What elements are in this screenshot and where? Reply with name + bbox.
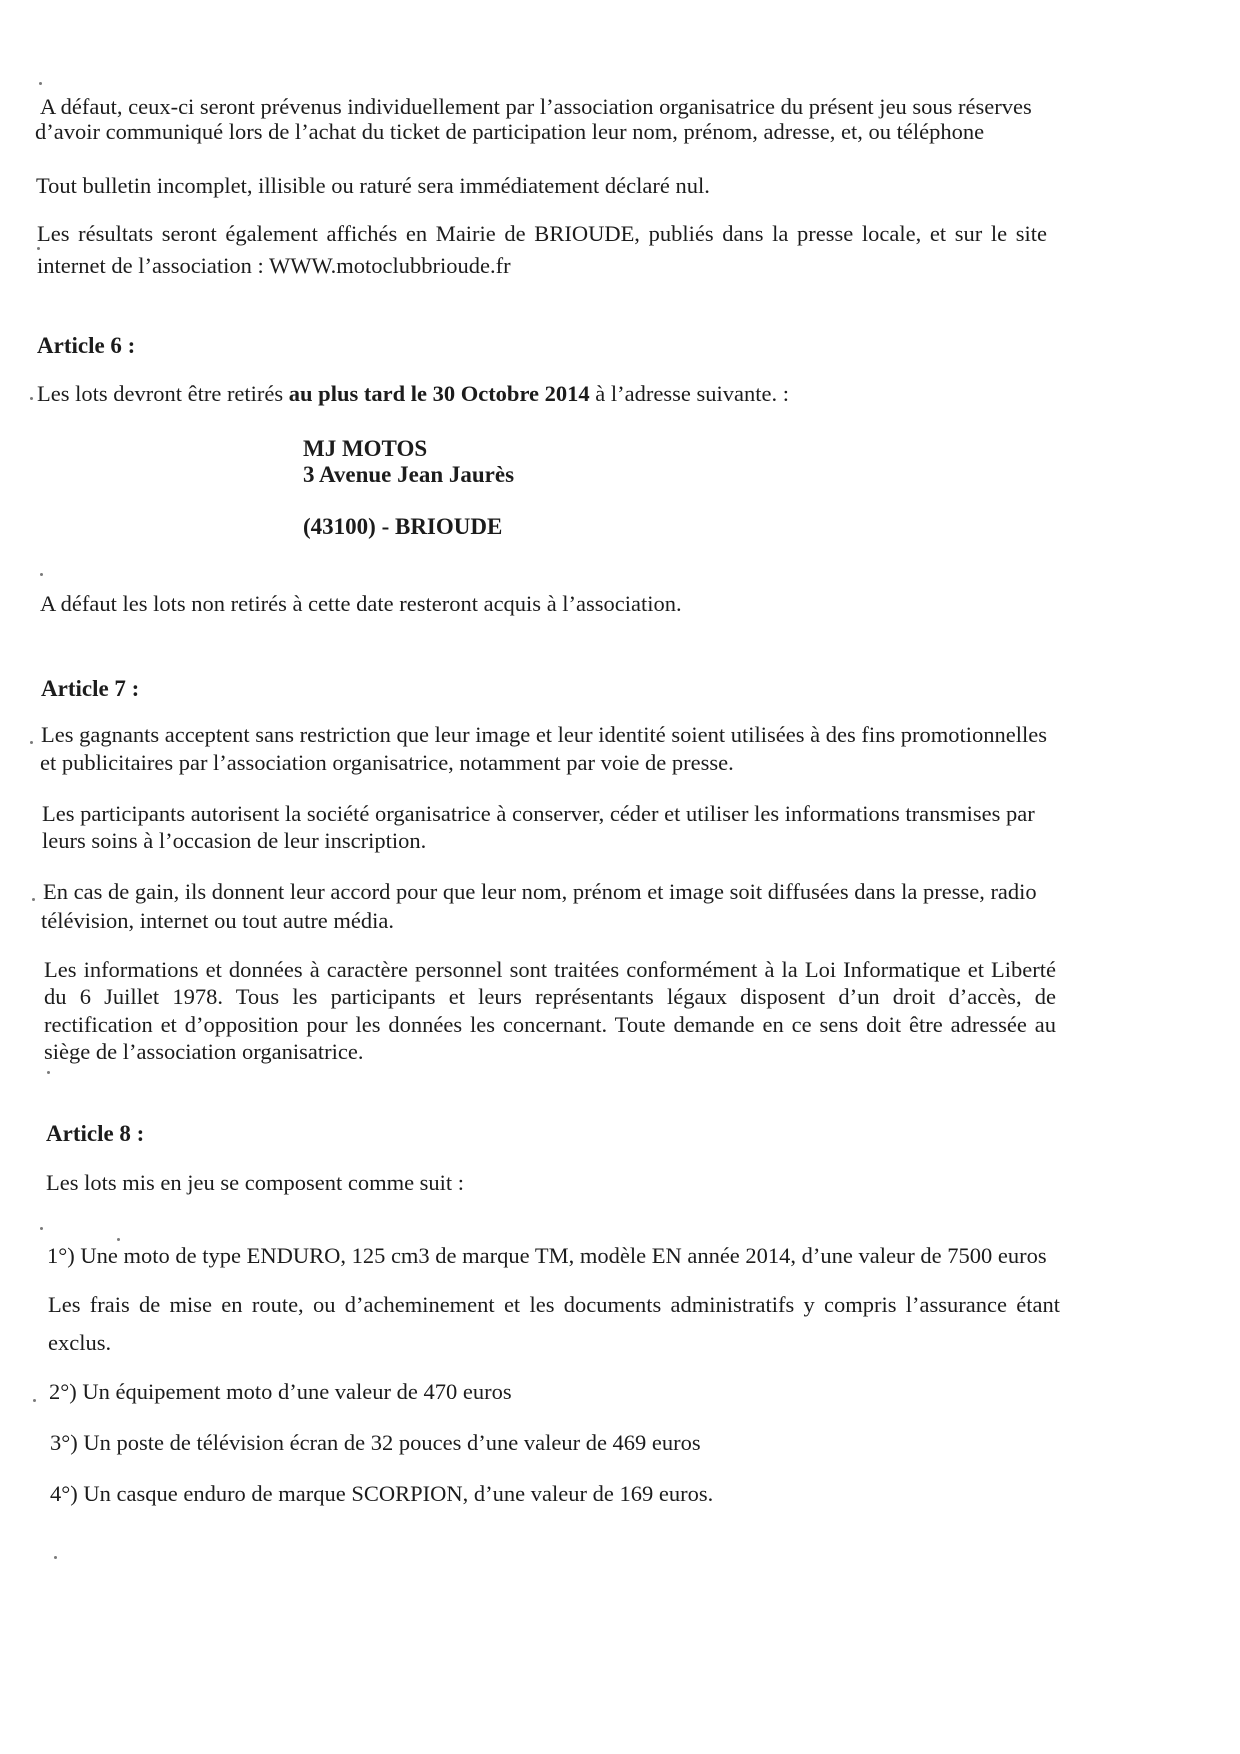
lot-1: 1°) Une moto de type ENDURO, 125 cm3 de marque TM, modèle EN année 2014, d’une valeur de 7500 euros bbox=[47, 1243, 1047, 1268]
pickup-text-before: Les lots devront être retirés bbox=[37, 381, 289, 406]
paragraph-line: A défaut les lots non retirés à cette date resteront acquis à l’association. bbox=[40, 591, 682, 616]
scan-speck bbox=[39, 82, 42, 85]
paragraph-line: et publicitaires par l’association organisatrice, notamment par voie de presse. bbox=[40, 750, 734, 775]
lot-3: 3°) Un poste de télévision écran de 32 pouces d’une valeur de 469 euros bbox=[50, 1430, 701, 1455]
paragraph-line: Les gagnants acceptent sans restriction que leur image et leur identité soient utilisées à des fins promotionnelles bbox=[41, 722, 1047, 747]
scan-speck bbox=[40, 573, 43, 576]
paragraph-line: Les informations et données à caractère personnel sont traitées conformément à la Loi Informatique et Liberté bbox=[44, 957, 1056, 982]
paragraph-line: internet de l’association : WWW.motoclubbrioude.fr bbox=[37, 253, 511, 278]
paragraph-line: rectification et d’opposition pour les données les concernant. Toute demande en ce sens doit être adressée au bbox=[44, 1012, 1056, 1037]
scan-speck bbox=[40, 1227, 43, 1230]
paragraph-line: En cas de gain, ils donnent leur accord pour que leur nom, prénom et image soit diffusées dans la presse, radio bbox=[43, 879, 1037, 904]
paragraph-line: A défaut, ceux-ci seront prévenus individuellement par l’association organisatrice du présent jeu sous réserves bbox=[40, 94, 1032, 119]
article-8-heading: Article 8 : bbox=[46, 1121, 145, 1146]
lot-4: 4°) Un casque enduro de marque SCORPION, d’une valeur de 169 euros. bbox=[50, 1481, 714, 1506]
paragraph-line: Les résultats seront également affichés en Mairie de BRIOUDE, publiés dans la presse locale, et sur le site bbox=[37, 221, 1047, 246]
scan-speck bbox=[117, 1238, 120, 1241]
paragraph-line: Les lots mis en jeu se composent comme suit : bbox=[46, 1170, 465, 1195]
lot-2: 2°) Un équipement moto d’une valeur de 470 euros bbox=[49, 1379, 512, 1404]
scan-speck bbox=[47, 1071, 50, 1074]
pickup-text-after: à l’adresse suivante. : bbox=[589, 381, 789, 406]
scan-speck bbox=[30, 397, 33, 400]
paragraph-line: d’avoir communiqué lors de l’achat du ticket de participation leur nom, prénom, adresse, et, ou téléphone bbox=[35, 119, 985, 144]
paragraph-line: siège de l’association organisatrice. bbox=[44, 1039, 364, 1064]
paragraph-line: Tout bulletin incomplet, illisible ou raturé sera immédiatement déclaré nul. bbox=[36, 173, 710, 198]
paragraph-line: télévision, internet ou tout autre média. bbox=[41, 908, 395, 933]
address-street: 3 Avenue Jean Jaurès bbox=[303, 462, 515, 487]
scan-speck bbox=[54, 1556, 57, 1559]
paragraph-line: Les participants autorisent la société organisatrice à conserver, céder et utiliser les informations transmises par bbox=[42, 801, 1035, 826]
article-7-heading: Article 7 : bbox=[41, 676, 140, 701]
scan-speck bbox=[32, 898, 35, 901]
address-name: MJ MOTOS bbox=[303, 436, 428, 461]
scan-speck bbox=[30, 741, 33, 744]
article-6-heading: Article 6 : bbox=[37, 333, 136, 358]
pickup-deadline: au plus tard le 30 Octobre 2014 bbox=[288, 381, 590, 406]
paragraph-line: leurs soins à l’occasion de leur inscription. bbox=[42, 828, 427, 853]
lot-1-note: exclus. bbox=[48, 1330, 112, 1355]
pickup-deadline-line bbox=[37, 383, 789, 406]
address-city: (43100) - BRIOUDE bbox=[303, 514, 503, 539]
paragraph-line: du 6 Juillet 1978. Tous les participants et leurs représentants légaux disposent d’un droit d’accès, de bbox=[44, 984, 1056, 1009]
scan-speck bbox=[37, 247, 40, 250]
lot-1-note: Les frais de mise en route, ou d’acheminement et les documents administratifs y compris l’assurance étant bbox=[48, 1292, 1060, 1317]
scan-speck bbox=[33, 1399, 36, 1402]
